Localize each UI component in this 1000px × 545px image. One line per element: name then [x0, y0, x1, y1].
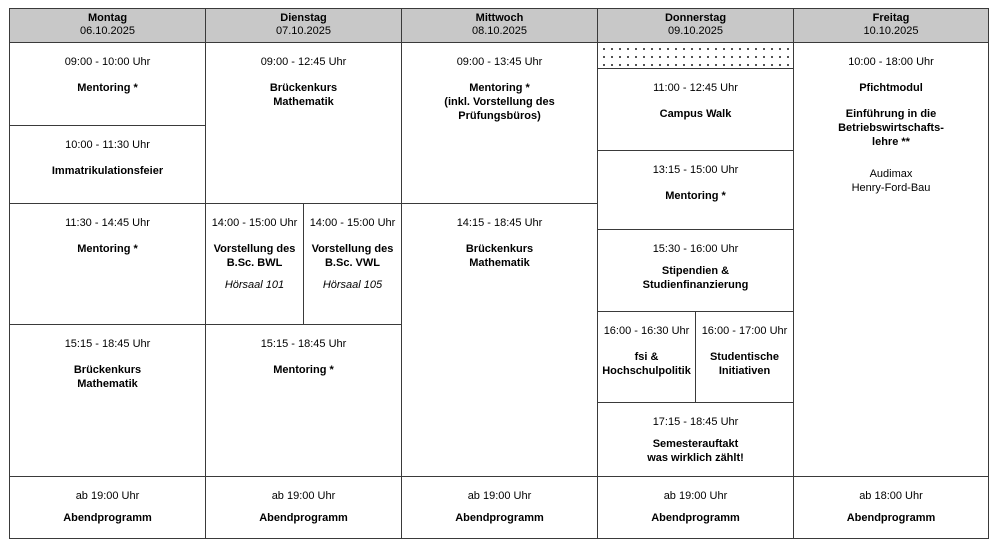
event-montag-mentoring-2: [9, 203, 206, 325]
event-title: Abendprogramm: [259, 512, 348, 524]
event-title: Stipendien & Studienfinanzierung: [642, 265, 749, 291]
event-time: 13:15 - 15:00 Uhr: [652, 164, 739, 176]
day-name: Freitag: [872, 12, 910, 24]
day-name: Donnerstag: [664, 12, 727, 24]
event-donnerstag-initiativen: [695, 311, 794, 403]
event-title: Mentoring *: [273, 364, 334, 376]
event-title: Brückenkurs Mathematik: [269, 82, 338, 108]
event-time: 14:15 - 18:45 Uhr: [456, 217, 543, 229]
event-abendprogramm-mittwoch: [401, 476, 598, 539]
event-time: 14:00 - 15:00 Uhr: [211, 217, 298, 229]
day-name: Dienstag: [280, 12, 327, 24]
day-date: 09.10.2025: [667, 25, 724, 37]
day-date: 07.10.2025: [275, 25, 332, 37]
event-title: Abendprogramm: [455, 512, 544, 524]
event-time: 15:30 - 16:00 Uhr: [652, 243, 739, 255]
event-location: Audimax Henry-Ford-Bau: [851, 168, 931, 194]
day-header-mittwoch: [401, 8, 598, 43]
event-abendprogramm-donnerstag: [597, 476, 794, 539]
event-dienstag-vorstellung-vwl: [303, 203, 402, 325]
event-abendprogramm-dienstag: [205, 476, 402, 539]
event-mittwoch-brueckenkurs: [401, 203, 598, 477]
day-date: 08.10.2025: [471, 25, 528, 37]
event-time: 11:00 - 12:45 Uhr: [653, 82, 738, 94]
event-title: Brückenkurs Mathematik: [465, 243, 534, 269]
event-donnerstag-campus-walk: [597, 68, 794, 151]
event-time: 10:00 - 11:30 Uhr: [65, 139, 150, 151]
event-title: Vorstellung des B.Sc. VWL: [311, 243, 394, 269]
day-name: Montag: [87, 12, 128, 24]
event-title: Immatrikulationsfeier: [51, 165, 164, 177]
event-abendprogramm-montag: [9, 476, 206, 539]
event-title: Mentoring *: [77, 243, 138, 255]
schedule-table: [9, 8, 989, 539]
event-time: 09:00 - 13:45 Uhr: [456, 56, 543, 68]
event-room: Hörsaal 101: [224, 279, 285, 291]
event-time: 16:00 - 16:30 Uhr: [603, 325, 690, 337]
event-title: Mentoring * (inkl. Vorstellung des Prüfungsbüros): [444, 82, 555, 122]
event-title: Brückenkurs Mathematik: [73, 364, 142, 390]
event-time: 09:00 - 10:00 Uhr: [64, 56, 151, 68]
event-montag-brueckenkurs: [9, 324, 206, 477]
event-donnerstag-fsi: [597, 311, 696, 403]
event-title: Pfichtmodul: [859, 82, 923, 94]
event-time: ab 19:00 Uhr: [271, 490, 336, 502]
event-time: 16:00 - 17:00 Uhr: [701, 325, 788, 337]
event-time: 09:00 - 12:45 Uhr: [260, 56, 347, 68]
free-slot-pattern: [597, 42, 794, 69]
event-title: Abendprogramm: [651, 512, 740, 524]
event-title: fsi & Hochschulpolitik: [602, 351, 691, 377]
event-dienstag-vorstellung-bwl: [205, 203, 304, 325]
day-name: Mittwoch: [475, 12, 524, 24]
event-donnerstag-mentoring: [597, 150, 794, 230]
event-title: Abendprogramm: [63, 512, 152, 524]
event-time: 11:30 - 14:45 Uhr: [65, 217, 150, 229]
event-time: ab 18:00 Uhr: [859, 490, 923, 502]
day-header-freitag: [793, 8, 989, 43]
day-header-montag: [9, 8, 206, 43]
event-donnerstag-semesterauftakt: [597, 402, 794, 477]
event-freitag-pflichtmodul: [793, 42, 989, 477]
event-title: Mentoring *: [665, 190, 726, 202]
day-date: 06.10.2025: [79, 25, 136, 37]
event-title: Vorstellung des B.Sc. BWL: [213, 243, 296, 269]
event-montag-immatrikulation: [9, 125, 206, 204]
event-room: Hörsaal 105: [322, 279, 383, 291]
event-dienstag-brueckenkurs: [205, 42, 402, 204]
event-time: ab 19:00 Uhr: [663, 490, 728, 502]
event-time: 15:15 - 18:45 Uhr: [260, 338, 347, 350]
event-time: 14:00 - 15:00 Uhr: [309, 217, 396, 229]
event-title: Semesterauftakt was wirklich zählt!: [647, 438, 744, 464]
event-montag-mentoring-1: [9, 42, 206, 126]
event-time: ab 19:00 Uhr: [467, 490, 532, 502]
event-title: Abendprogramm: [846, 512, 936, 524]
day-date: 10.10.2025: [863, 25, 919, 37]
event-time: 15:15 - 18:45 Uhr: [64, 338, 151, 350]
event-donnerstag-stipendien: [597, 229, 794, 312]
day-header-dienstag: [205, 8, 402, 43]
event-time: ab 19:00 Uhr: [75, 490, 140, 502]
event-dienstag-mentoring: [205, 324, 402, 477]
event-title: Campus Walk: [659, 108, 732, 120]
day-header-donnerstag: [597, 8, 794, 43]
event-title: Mentoring *: [77, 82, 138, 94]
event-title: Studentische Initiativen: [709, 351, 780, 377]
event-mittwoch-mentoring: [401, 42, 598, 204]
event-abendprogramm-freitag: [793, 476, 989, 539]
event-subtitle: Einführung in die Betriebswirtschafts- lehre **: [838, 108, 944, 148]
event-time: 17:15 - 18:45 Uhr: [652, 416, 739, 428]
event-time: 10:00 - 18:00 Uhr: [848, 56, 934, 68]
